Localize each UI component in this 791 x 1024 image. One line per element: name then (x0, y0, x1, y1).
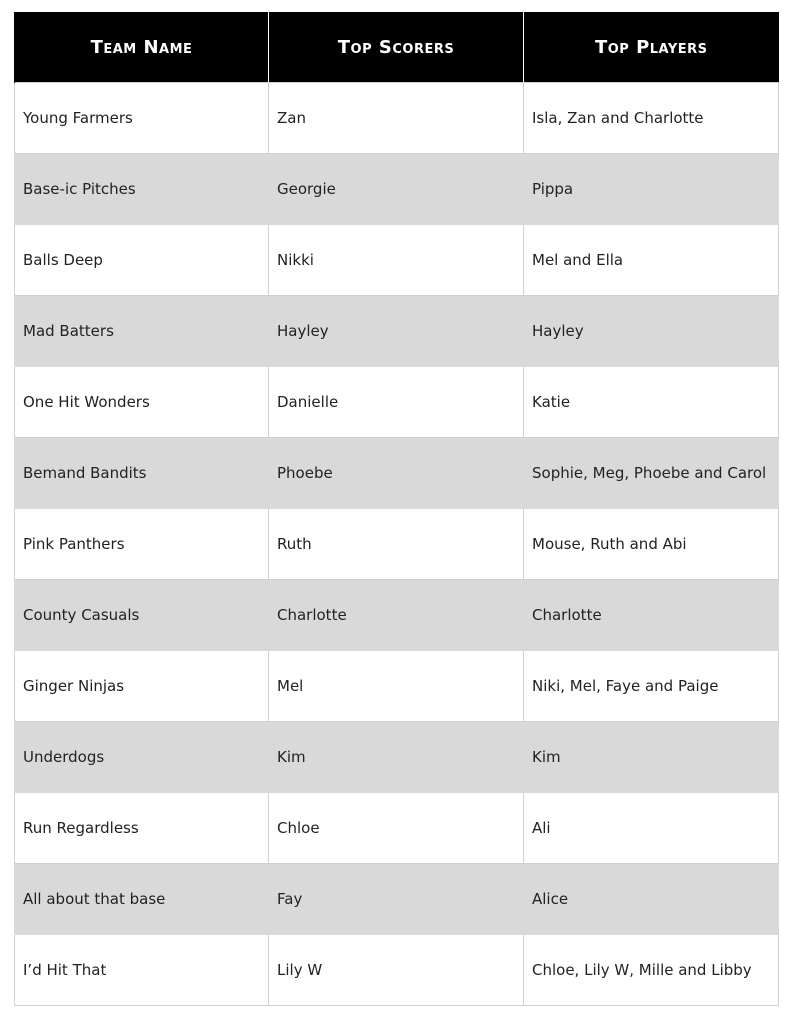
team-name-cell: Ginger Ninjas (15, 651, 269, 722)
top-players-cell: Niki, Mel, Faye and Paige (524, 651, 779, 722)
team-name-cell: One Hit Wonders (15, 367, 269, 438)
table-row (15, 722, 779, 793)
team-name-cell: Bemand Bandits (15, 438, 269, 509)
header-top-scorers: Top Scorers (269, 12, 524, 83)
team-name-cell: Pink Panthers (15, 509, 269, 580)
top-players-cell: Charlotte (524, 580, 779, 651)
top-scorer-cell: Fay (269, 864, 524, 935)
top-players-cell: Kim (524, 722, 779, 793)
top-scorer-cell: Zan (269, 83, 524, 154)
top-players-cell: Mel and Ella (524, 225, 779, 296)
table-row (15, 864, 779, 935)
team-name-cell: I’d Hit That (15, 935, 269, 1006)
team-name-cell: All about that base (15, 864, 269, 935)
header-top-players: Top Players (524, 12, 779, 83)
top-players-cell: Hayley (524, 296, 779, 367)
table-row (15, 793, 779, 864)
header-team-name: Team Name (15, 12, 269, 83)
table-row (15, 225, 779, 296)
top-scorer-cell: Hayley (269, 296, 524, 367)
header-row (15, 12, 779, 83)
table-body (15, 83, 779, 1006)
table-row (15, 83, 779, 154)
top-scorer-cell: Phoebe (269, 438, 524, 509)
team-name-cell: Mad Batters (15, 296, 269, 367)
top-scorer-cell: Kim (269, 722, 524, 793)
top-scorer-cell: Mel (269, 651, 524, 722)
top-players-cell: Mouse, Ruth and Abi (524, 509, 779, 580)
top-scorer-cell: Lily W (269, 935, 524, 1006)
table-row (15, 580, 779, 651)
top-players-cell: Pippa (524, 154, 779, 225)
top-players-cell: Alice (524, 864, 779, 935)
table-row (15, 154, 779, 225)
top-players-cell: Sophie, Meg, Phoebe and Carol (524, 438, 779, 509)
table-row (15, 935, 779, 1006)
top-players-cell: Chloe, Lily W, Mille and Libby (524, 935, 779, 1006)
table-row (15, 651, 779, 722)
top-scorer-cell: Georgie (269, 154, 524, 225)
table-row (15, 367, 779, 438)
team-name-cell: Base-ic Pitches (15, 154, 269, 225)
team-name-cell: Underdogs (15, 722, 269, 793)
table-row (15, 509, 779, 580)
table-header (15, 12, 779, 83)
top-scorer-cell: Chloe (269, 793, 524, 864)
team-name-cell: Balls Deep (15, 225, 269, 296)
top-scorer-cell: Danielle (269, 367, 524, 438)
top-scorer-cell: Charlotte (269, 580, 524, 651)
table-row (15, 296, 779, 367)
top-players-cell: Ali (524, 793, 779, 864)
top-players-cell: Isla, Zan and Charlotte (524, 83, 779, 154)
team-name-cell: County Casuals (15, 580, 269, 651)
top-players-cell: Katie (524, 367, 779, 438)
team-stats-table (14, 12, 779, 1006)
table-row (15, 438, 779, 509)
top-scorer-cell: Ruth (269, 509, 524, 580)
team-name-cell: Young Farmers (15, 83, 269, 154)
team-stats-table-container (14, 12, 778, 1006)
top-scorer-cell: Nikki (269, 225, 524, 296)
team-name-cell: Run Regardless (15, 793, 269, 864)
